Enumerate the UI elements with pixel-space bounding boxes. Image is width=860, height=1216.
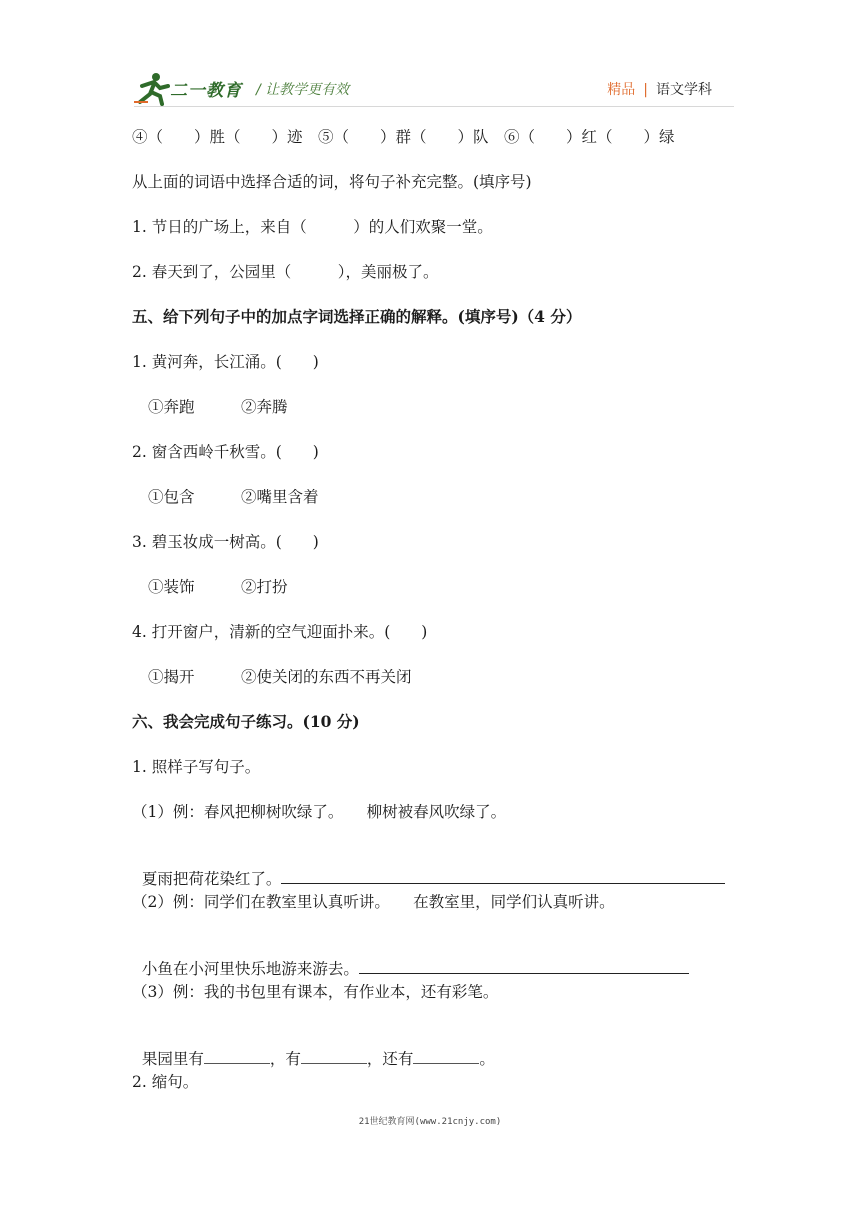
instruction-text: 从上面的词语中选择合适的词，将句子补充完整。(填序号) [132,173,532,191]
slogan: / 让教学更有效 [256,82,350,98]
page-header [134,72,734,106]
fill-sentence-2: 2. 春天到了，公园里（ ），美丽极了。 [132,263,439,281]
part-2-title: 2. 缩句。 [132,1073,199,1091]
question-1-options: ①奔跑 ②奔腾 [148,398,288,416]
exercise-2 [132,936,689,980]
subject-label: 语文学科 [656,82,712,98]
word-blanks-line: ④（ ）胜（ ）迹 ⑤（ ）群（ ）队 ⑥（ ）红（ ）绿 [132,128,675,146]
runner-logo-icon [134,72,174,106]
logo [134,72,254,106]
answer-blank[interactable] [301,1049,367,1064]
question-2: 2. 窗含西岭千秋雪。( ) [132,443,319,461]
exercise-3 [132,1026,495,1070]
answer-line[interactable] [359,958,689,974]
question-3: 3. 碧玉妆成一树高。( ) [132,533,319,551]
header-separator: | [643,82,648,98]
exercise-3-text-c: ，还有 [366,1050,414,1068]
example-2: （2）例：同学们在教室里认真听讲。 在教室里，同学们认真听讲。 [132,893,615,911]
header-subject [607,79,712,99]
question-4-options: ①揭开 ②使关闭的东西不再关闭 [148,668,412,686]
question-3-options: ①装饰 ②打扮 [148,578,288,596]
answer-line[interactable] [281,868,725,884]
exercise-3-text-b: ，有 [269,1050,301,1068]
example-3: （3）例：我的书包里有课本，有作业本，还有彩笔。 [132,983,499,1001]
header-divider [134,106,734,107]
part-1-title: 1. 照样子写句子。 [132,758,261,776]
quality-label: 精品 [607,82,636,98]
logo-text: 二一教育 [170,81,242,101]
page-footer: 21世纪教育网(www.21cnjy.com) [358,1117,502,1127]
section-6-heading: 六、我会完成句子练习。(10 分) [132,712,360,731]
answer-blank[interactable] [413,1049,479,1064]
exercise-2-text: 小鱼在小河里快乐地游来游去。 [141,960,359,978]
example-1: （1）例：春风把柳树吹绿了。 柳树被春风吹绿了。 [132,803,507,821]
answer-blank[interactable] [204,1049,270,1064]
question-4: 4. 打开窗户，清新的空气迎面扑来。( ) [132,623,428,641]
fill-sentence-1: 1. 节日的广场上，来自（ ）的人们欢聚一堂。 [132,218,493,236]
section-5-heading: 五、给下列句子中的加点字词选择正确的解释。(填序号)（4 分） [132,307,582,326]
question-2-options: ①包含 ②嘴里含着 [148,488,319,506]
question-1: 1. 黄河奔，长江涌。( ) [132,353,319,371]
exercise-3-text-a: 果园里有 [141,1050,204,1068]
exercise-1-text: 夏雨把荷花染红了。 [141,870,282,888]
exercise-3-text-d: 。 [479,1050,495,1068]
exercise-1 [132,846,725,890]
